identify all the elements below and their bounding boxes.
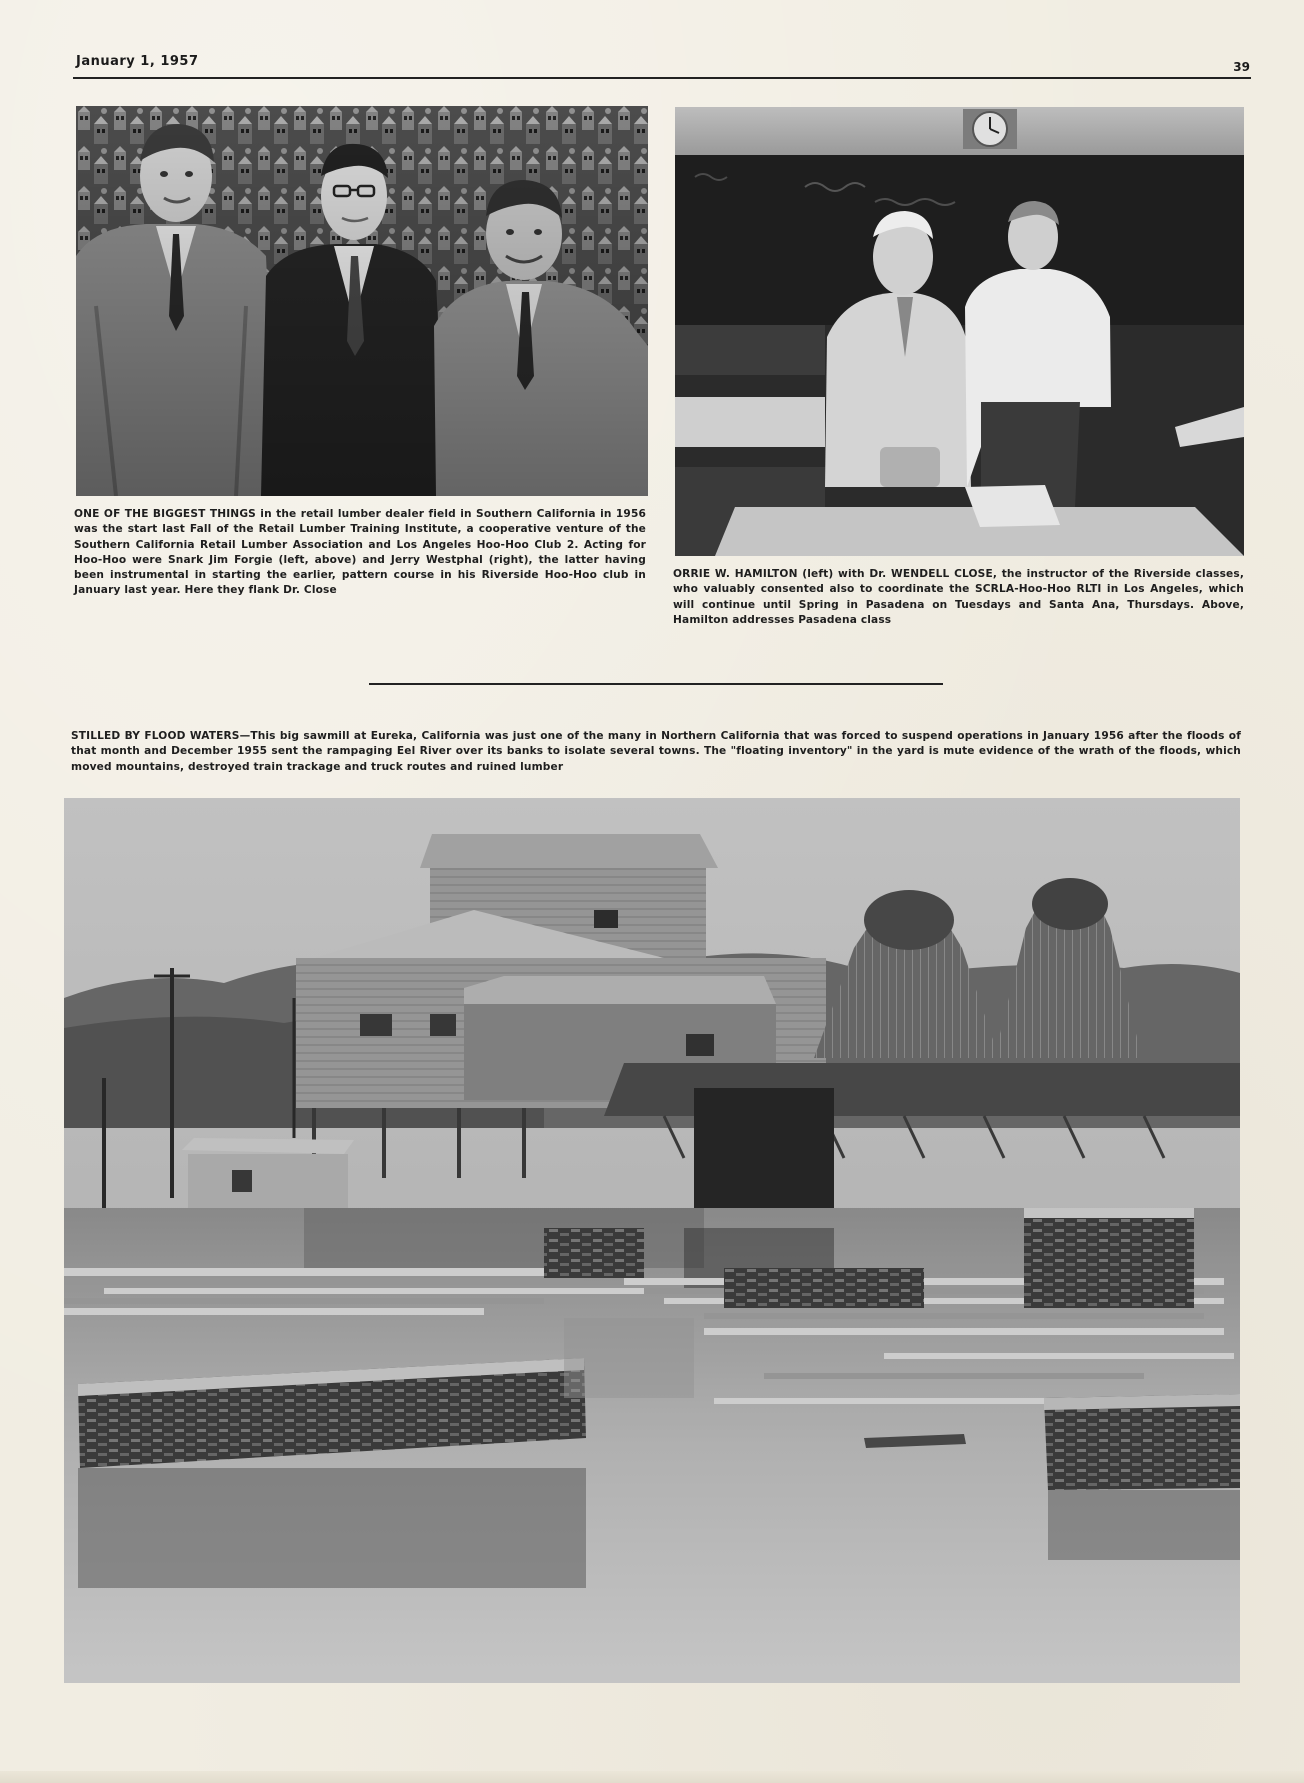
photo-flooded-sawmill xyxy=(64,798,1240,1683)
page-number: 39 xyxy=(1233,60,1250,74)
photo-three-men xyxy=(76,106,648,496)
photo-classroom-image xyxy=(675,107,1244,556)
photo-three-men-image xyxy=(76,106,648,496)
photo-classroom xyxy=(675,107,1244,556)
caption-three-men: ONE OF THE BIGGEST THINGS in the retail lumber dealer field in Southern California in 1956 was the start last Fall of the Retail Lumber Training Institute, a cooperative venture of the Southern California Retail Lumber Association and Los Angeles Hoo-Hoo Club 2. Acting for Hoo-Hoo were Snark Jim Forgie (left, above) and Jerry Westphal (right), the latter having been instrumental in starting the earlier, pattern course in his Riverside Hoo-Hoo club in January last year. Here they flank Dr. Close xyxy=(74,508,646,597)
running-head xyxy=(76,52,1250,78)
photo-flooded-sawmill-image xyxy=(64,798,1240,1683)
caption-classroom: ORRIE W. HAMILTON (left) with Dr. WENDELL CLOSE, the instructor of the Riverside classes, who valuably consented also to coordinate the SCRLA-Hoo-Hoo RLTI in Los Angeles, which will continue until Spring in Pasadena on Tuesdays and Santa Ana, Thursdays. Above, Hamilton addresses Pasadena class xyxy=(673,568,1244,626)
caption-flood: STILLED BY FLOOD WATERS—This big sawmill at Eureka, California was just one of the many in Northern California that was forced to suspend operations in January 1956 after the floods of that month and December 1955 sent the rampaging Eel River over its banks to isolate several towns. The "floating inventory" in the yard is mute evidence of the wrath of the floods, which moved mountains, destroyed train trackage and truck routes and ruined lumber xyxy=(71,730,1241,773)
header-rule xyxy=(73,77,1251,79)
page-bottom-edge xyxy=(0,1771,1304,1783)
issue-date: January 1, 1957 xyxy=(76,54,199,69)
section-divider xyxy=(369,683,943,685)
